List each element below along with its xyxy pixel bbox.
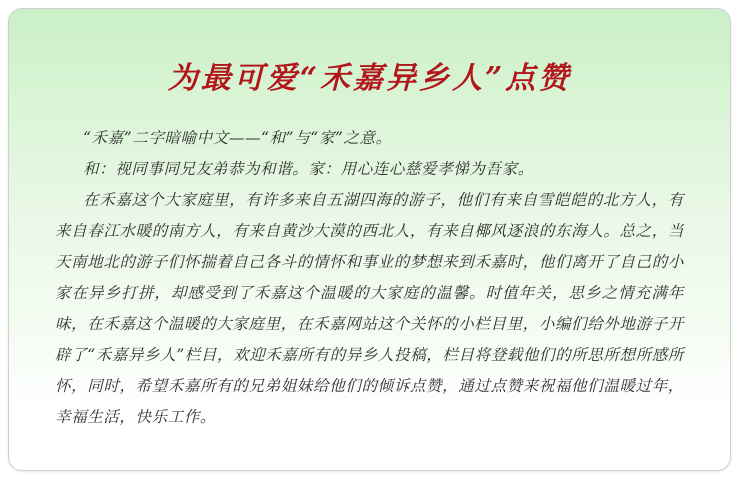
main-paragraph: 在禾嘉这个大家庭里，有许多来自五湖四海的游子，他们有来自雪皑皑的北方人，有来自春江水暖的南方人，有来自黄沙大漠的西北人，有来自椰风逐浪的东海人。总之，当天南地北的游子们怀揣着自己各斗的情怀和事业的梦想来到禾嘉时，他们离开了自己的小家在异乡打拼，却感受到了禾嘉这个温暖的大家庭的温馨。时值年关，思乡之情充满年味，在禾嘉这个温暖的大家庭里，在禾嘉网站这个关怀的小栏目里，小编们给外地游子开辟了“禾嘉异乡人”栏目，欢迎禾嘉所有的异乡人投稿，栏目将登载他们的所思所想所感所怀，同时，希望禾嘉所有的兄弟姐妹给他们的倾诉点赞，通过点赞来祝福他们温暖过年，幸福生活，快乐工作。 <box>55 191 684 426</box>
intro-line-1: “禾嘉”二字暗喻中文——“和”与“家”之意。 <box>83 129 392 147</box>
page-title: 为最可爱“禾嘉异乡人”点赞 <box>167 61 572 96</box>
article-card <box>8 8 731 471</box>
article-body <box>55 123 684 433</box>
article-content <box>9 9 730 470</box>
intro-line-2: 和：视同事同兄友弟恭为和谐。家：用心连心慈爱孝悌为吾家。 <box>83 160 534 178</box>
